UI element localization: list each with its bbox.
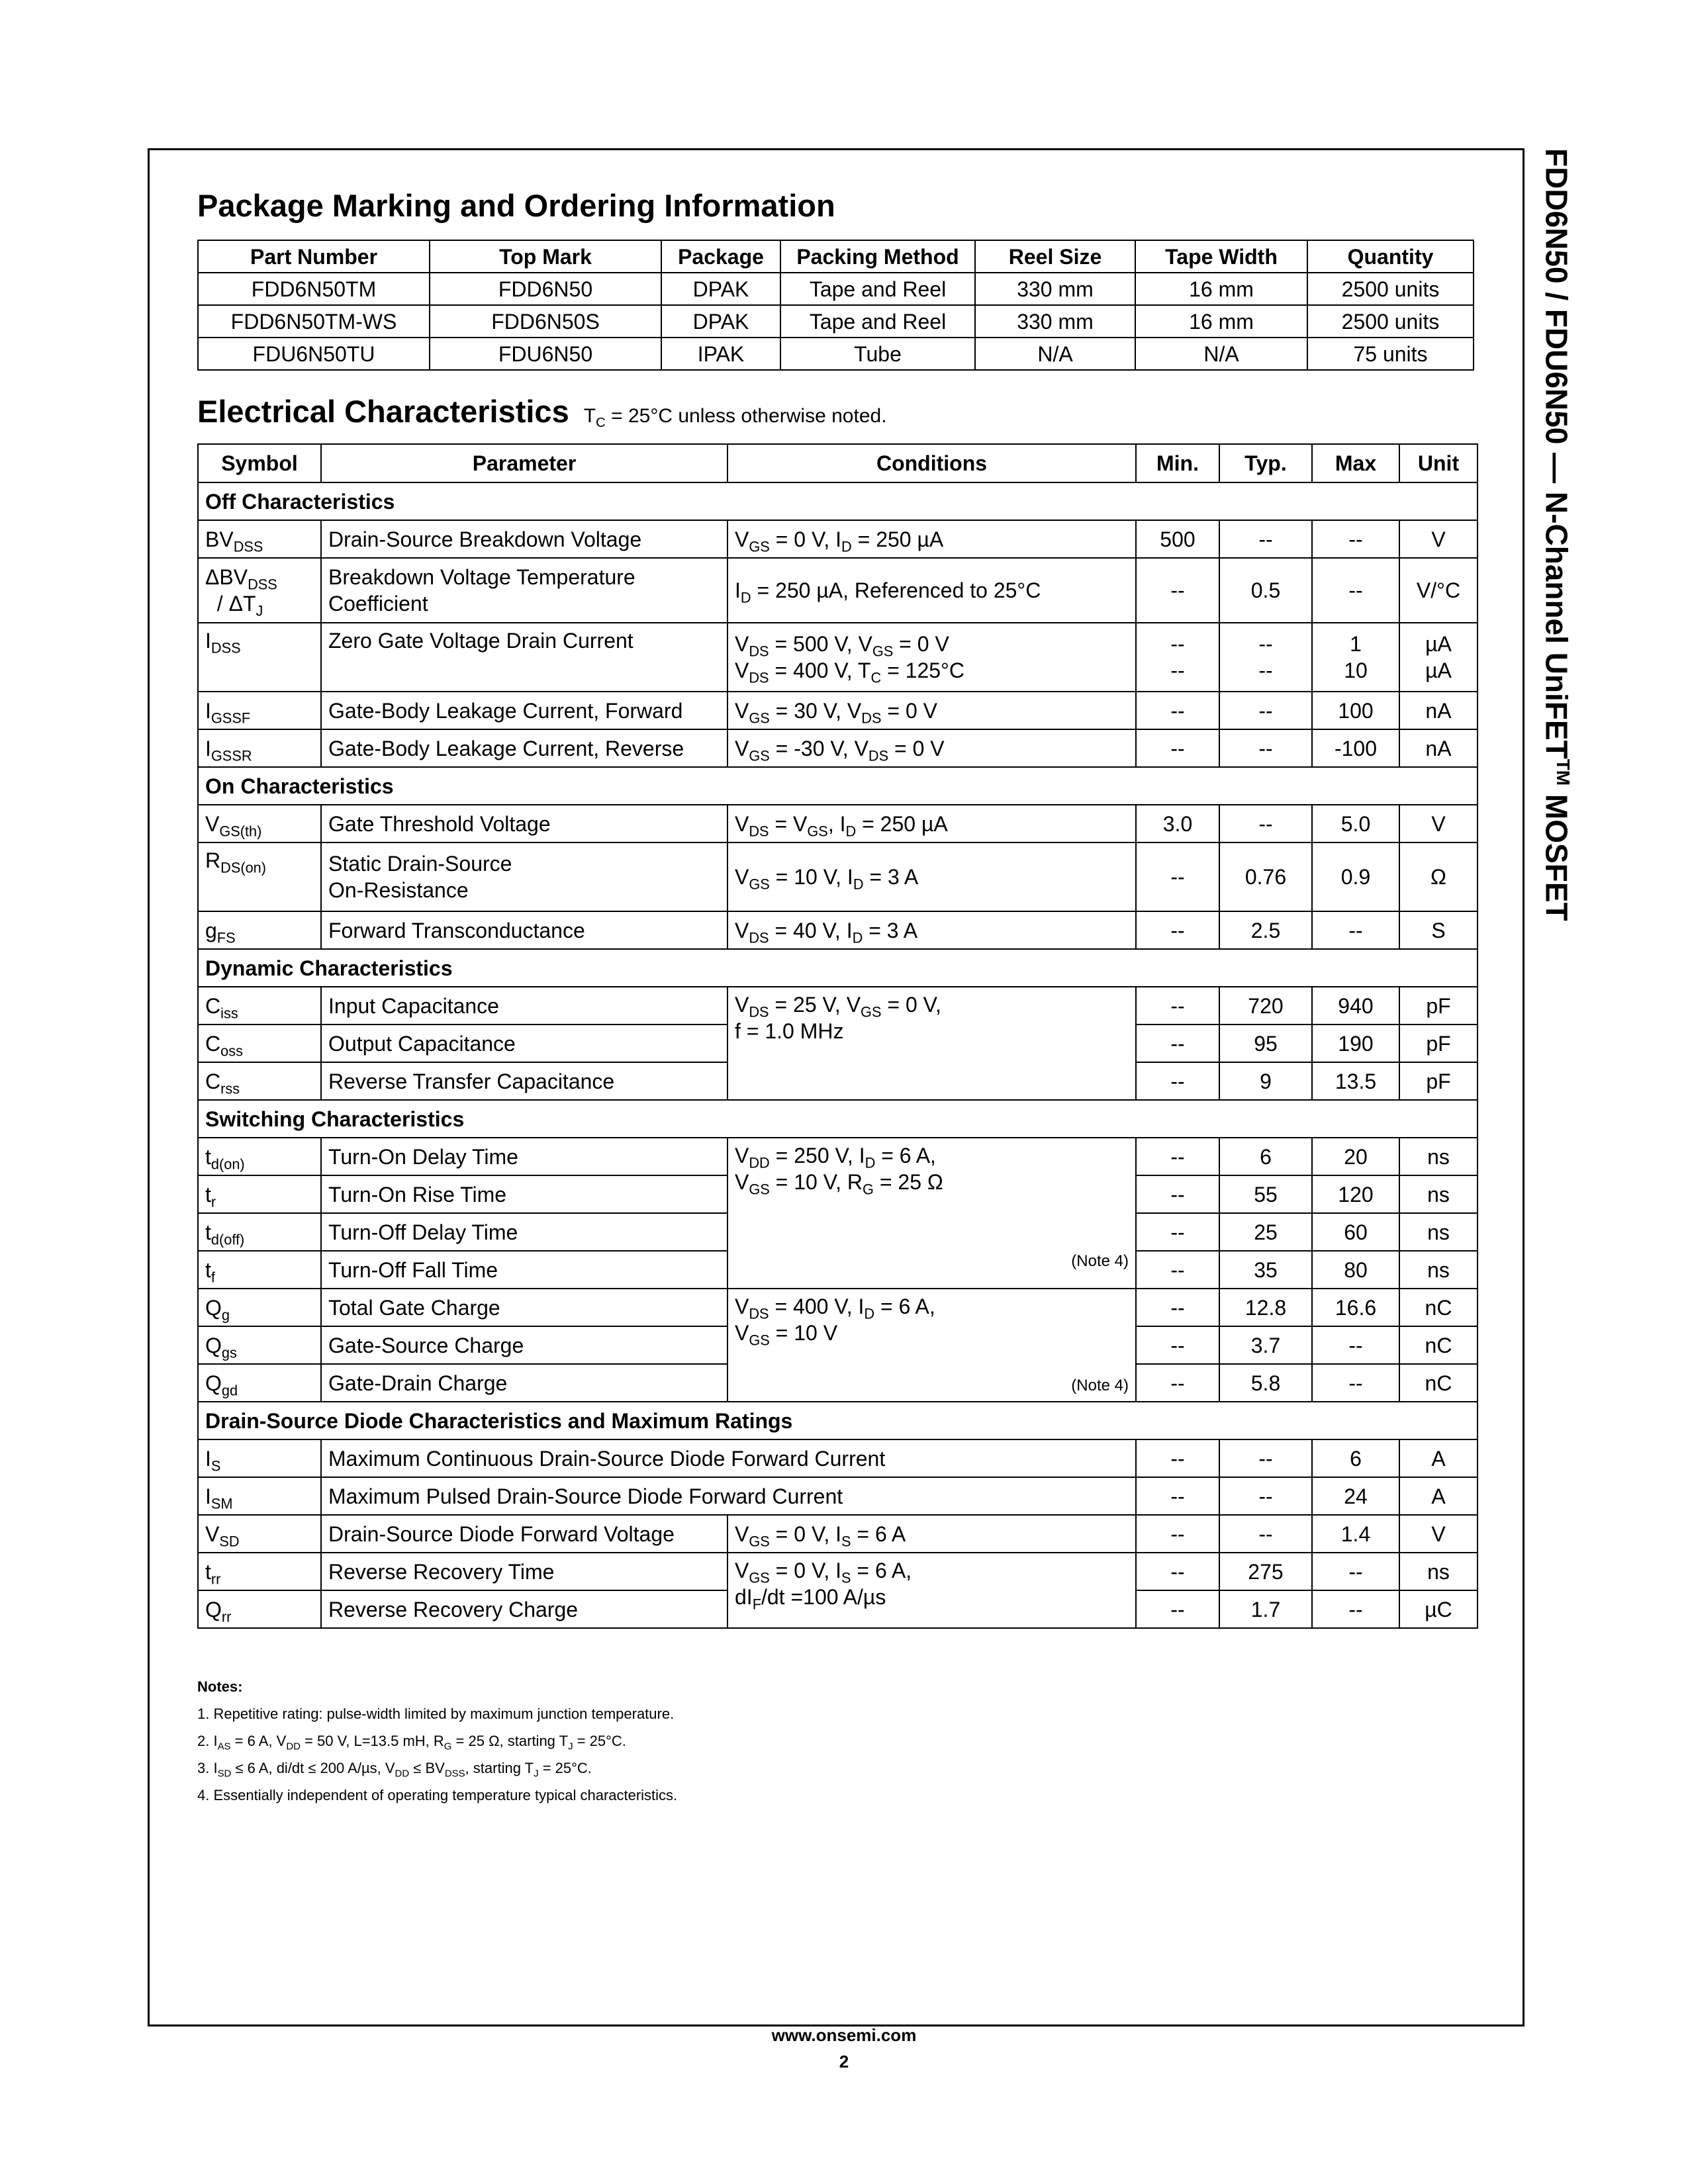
table-row: [198, 692, 1477, 729]
col-reel-size: Reel Size: [975, 240, 1135, 273]
value-line: µA: [1425, 659, 1452, 682]
max-cell: 0.9: [1312, 842, 1399, 911]
value-line: --: [1258, 659, 1273, 682]
max-cell: 20: [1312, 1138, 1399, 1175]
package-section-title: Package Marking and Ordering Information: [197, 188, 835, 223]
value-line: µA: [1425, 632, 1452, 656]
unit-cell: A: [1399, 1477, 1477, 1515]
value-line: --: [1170, 632, 1185, 656]
col-max: Max: [1312, 444, 1399, 482]
col-part-number: Part Number: [198, 240, 430, 273]
typ-cell: 6: [1219, 1138, 1312, 1175]
symbol-cell: $Q_g$: [198, 1289, 321, 1326]
col-min: Min.: [1136, 444, 1219, 482]
cell: 330 mm: [975, 305, 1135, 338]
unit-cell: Ω: [1399, 842, 1477, 911]
electrical-header-row: [198, 444, 1477, 482]
symbol-cell: $I_{GSSR}$: [198, 729, 321, 767]
col-package: Package: [661, 240, 780, 273]
parameter-cell: Drain-Source Breakdown Voltage: [321, 520, 727, 558]
unit-cell: S: [1399, 911, 1477, 949]
conditions-cell: $V_{GS} = 10$ V, $I_D = 3$ A: [727, 842, 1136, 911]
table-row: [198, 558, 1477, 623]
section-row-off: [198, 482, 1477, 520]
electrical-section-title: [197, 393, 887, 430]
value-line: 10: [1344, 659, 1368, 682]
unit-cell: nC: [1399, 1364, 1477, 1402]
min-cell: --: [1136, 1024, 1219, 1062]
typ-cell: 3.7: [1219, 1326, 1312, 1364]
conditions-cell: $V_{GS} = -30$ V, $V_{DS} = 0$ V: [727, 729, 1136, 767]
unit-cell: ns: [1399, 1251, 1477, 1289]
symbol-cell: $Q_{rr}$: [198, 1590, 321, 1628]
min-cell: --: [1136, 692, 1219, 729]
parameter-cell: Zero Gate Voltage Drain Current: [321, 623, 727, 692]
note-1: 1. Repetitive rating: pulse-width limited by maximum junction temperature.: [197, 1706, 675, 1722]
note-suffix: = 25°C unless otherwise noted.: [605, 405, 887, 427]
unit-cell: [1399, 623, 1477, 692]
notes: [197, 1673, 677, 1809]
table-row: [198, 305, 1474, 338]
parameter-cell: Reverse Recovery Time: [321, 1553, 727, 1590]
cell: FDU6N50TU: [198, 338, 430, 370]
cell: N/A: [1135, 338, 1307, 370]
col-quantity: Quantity: [1307, 240, 1474, 273]
table-row: [198, 1289, 1477, 1326]
unit-cell: pF: [1399, 1062, 1477, 1100]
parameter-line: On-Resistance: [328, 878, 469, 902]
min-cell: 3.0: [1136, 805, 1219, 842]
min-cell: --: [1136, 1590, 1219, 1628]
table-row: [198, 729, 1477, 767]
value-line: --: [1170, 659, 1185, 682]
parameter-cell: Turn-On Rise Time: [321, 1175, 727, 1213]
table-row: [198, 1138, 1477, 1175]
unit-cell: V: [1399, 805, 1477, 842]
symbol-cell: $t_{d(on)}$: [198, 1138, 321, 1175]
parameter-cell: Turn-Off Fall Time: [321, 1251, 727, 1289]
col-top-mark: Top Mark: [430, 240, 661, 273]
parameter-cell: Reverse Recovery Charge: [321, 1590, 727, 1628]
min-cell: --: [1136, 1138, 1219, 1175]
max-cell: --: [1312, 520, 1399, 558]
symbol-cell: $I_{DSS}$: [198, 623, 321, 692]
max-cell: --: [1312, 1590, 1399, 1628]
typ-cell: --: [1219, 805, 1312, 842]
table-row: [198, 1477, 1477, 1515]
parameter-cell: Turn-On Delay Time: [321, 1138, 727, 1175]
parameter-cell: Total Gate Charge: [321, 1289, 727, 1326]
section-title: Drain-Source Diode Characteristics and Maximum Ratings: [198, 1402, 1477, 1439]
table-row: [198, 1515, 1477, 1553]
conditions-cell: $I_D = 250$ µA, Referenced to 25°C: [727, 558, 1136, 623]
typ-cell: 25: [1219, 1213, 1312, 1251]
symbol-cell: $I_{SM}$: [198, 1477, 321, 1515]
min-cell: --: [1136, 1326, 1219, 1364]
symbol-cell: $C_{rss}$: [198, 1062, 321, 1100]
parameter-cell: Input Capacitance: [321, 987, 727, 1024]
min-cell: --: [1136, 1515, 1219, 1553]
typ-cell: --: [1219, 1515, 1312, 1553]
conditions-cell: $V_{DS} = 40$ V, $I_D = 3$ A: [727, 911, 1136, 949]
min-cell: --: [1136, 1553, 1219, 1590]
side-title-tm: TM: [1553, 758, 1573, 786]
table-row: [198, 1439, 1477, 1477]
min-cell: --: [1136, 1439, 1219, 1477]
cell: FDD6N50: [430, 273, 661, 305]
parameter-line: Coefficient: [328, 592, 428, 615]
max-cell: 24: [1312, 1477, 1399, 1515]
typ-cell: 0.76: [1219, 842, 1312, 911]
package-table: [197, 240, 1474, 371]
table-row: [198, 1553, 1477, 1590]
max-cell: 190: [1312, 1024, 1399, 1062]
unit-cell: V/°C: [1399, 558, 1477, 623]
min-cell: --: [1136, 1477, 1219, 1515]
symbol-cell: $V_{SD}$: [198, 1515, 321, 1553]
unit-cell: nA: [1399, 729, 1477, 767]
note-sub: C: [596, 416, 606, 430]
typ-cell: 720: [1219, 987, 1312, 1024]
page-number: 2: [839, 2052, 849, 2071]
typ-cell: --: [1219, 692, 1312, 729]
min-cell: --: [1136, 729, 1219, 767]
parameter-cell: [321, 842, 727, 911]
section-title: Off Characteristics: [198, 482, 1477, 520]
min-cell: --: [1136, 987, 1219, 1024]
typ-cell: --: [1219, 1477, 1312, 1515]
typ-cell: 2.5: [1219, 911, 1312, 949]
conditions-cell: $V_{DS} = V_{GS}$, $I_D = 250$ µA: [727, 805, 1136, 842]
footer-url[interactable]: www.onsemi.com: [771, 2025, 917, 2045]
symbol-cell: $I_{GSSF}$: [198, 692, 321, 729]
max-cell: 5.0: [1312, 805, 1399, 842]
unit-cell: nA: [1399, 692, 1477, 729]
parameter-cell: Turn-Off Delay Time: [321, 1213, 727, 1251]
col-packing-method: Packing Method: [780, 240, 975, 273]
max-cell: 13.5: [1312, 1062, 1399, 1100]
symbol-cell: $t_{rr}$: [198, 1553, 321, 1590]
notes-title: Notes:: [197, 1678, 243, 1695]
col-tape-width: Tape Width: [1135, 240, 1307, 273]
section-title: Switching Characteristics: [198, 1100, 1477, 1138]
conditions-cell: $V_{DS} = 400$ V, $I_D = 6$ A, $V_{GS} = 10$ V (Note 4): [727, 1289, 1136, 1402]
min-cell: --: [1136, 842, 1219, 911]
min-cell: --: [1136, 1289, 1219, 1326]
symbol-cell: $Q_{gd}$: [198, 1364, 321, 1402]
cell: Tape and Reel: [780, 305, 975, 338]
parameter-cell: Gate-Source Charge: [321, 1326, 727, 1364]
max-cell: --: [1312, 911, 1399, 949]
max-cell: --: [1312, 558, 1399, 623]
conditions-cell: $V_{GS} = 0$ V, $I_S = 6$ A: [727, 1515, 1136, 1553]
symbol-cell: $BV_{DSS}$: [198, 520, 321, 558]
parameter-cell: Gate-Body Leakage Current, Forward: [321, 692, 727, 729]
min-cell: --: [1136, 1364, 1219, 1402]
typ-cell: 35: [1219, 1251, 1312, 1289]
symbol-cell: $I_S$: [198, 1439, 321, 1477]
parameter-cell: Forward Transconductance: [321, 911, 727, 949]
section-title: On Characteristics: [198, 767, 1477, 805]
max-cell: --: [1312, 1364, 1399, 1402]
min-cell: --: [1136, 558, 1219, 623]
unit-cell: V: [1399, 520, 1477, 558]
typ-cell: 9: [1219, 1062, 1312, 1100]
unit-cell: µC: [1399, 1590, 1477, 1628]
conditions-cell: $V_{DS} = 500$ V, $V_{GS} = 0$ V $V_{DS} = 400$ V, $T_C = 125^\circ C$: [727, 623, 1136, 692]
min-cell: [1136, 623, 1219, 692]
max-cell: 60: [1312, 1213, 1399, 1251]
cell: FDD6N50TM-WS: [198, 305, 430, 338]
typ-cell: 0.5: [1219, 558, 1312, 623]
unit-cell: pF: [1399, 1024, 1477, 1062]
parameter-cell: Gate Threshold Voltage: [321, 805, 727, 842]
min-cell: --: [1136, 1175, 1219, 1213]
section-row-dynamic: [198, 949, 1477, 987]
unit-cell: pF: [1399, 987, 1477, 1024]
electrical-note: [583, 405, 887, 430]
note-2: 2. $I_{AS} = 6$ A, $V_{DD} = 50$ V, L=13.5 mH, $R_G = 25$ Ω, starting $T_J = 25^\circ C$.: [197, 1733, 626, 1752]
unit-cell: ns: [1399, 1175, 1477, 1213]
symbol-cell: $R_{DS(on)}$: [198, 842, 321, 911]
section-title: Dynamic Characteristics: [198, 949, 1477, 987]
note-3: 3. $I_{SD} \le 6$ A, di/dt ≤ 200 A/µs, $V_{DD} \le BV_{DSS}$, starting $T_J = 25^\circ C$.: [197, 1760, 592, 1780]
min-cell: --: [1136, 911, 1219, 949]
table-row: [198, 520, 1477, 558]
electrical-title-text: Electrical Characteristics: [197, 394, 569, 429]
typ-cell: --: [1219, 1439, 1312, 1477]
max-cell: 80: [1312, 1251, 1399, 1289]
note-ref: (Note 4): [1071, 1252, 1129, 1270]
typ-cell: 95: [1219, 1024, 1312, 1062]
note-ref: (Note 4): [1071, 1377, 1129, 1394]
max-cell: 100: [1312, 692, 1399, 729]
col-unit: Unit: [1399, 444, 1477, 482]
side-title: [1539, 148, 1599, 1075]
col-parameter: Parameter: [321, 444, 727, 482]
symbol-cell: $Q_{gs}$: [198, 1326, 321, 1364]
table-row: [198, 805, 1477, 842]
value-line: 1: [1350, 632, 1362, 656]
parameter-cell: Maximum Pulsed Drain-Source Diode Forward Current: [321, 1477, 1136, 1515]
conditions-cell: $V_{GS} = 0$ V, $I_S = 6$ A, $dI_F/dt =100$ A/µs: [727, 1553, 1136, 1628]
symbol-cell: $g_{FS}$: [198, 911, 321, 949]
unit-cell: A: [1399, 1439, 1477, 1477]
side-title-suffix: MOSFET: [1539, 786, 1574, 921]
max-cell: [1312, 623, 1399, 692]
conditions-cell: $V_{DS} = 25$ V, $V_{GS} = 0$ V, f = 1.0 MHz: [727, 987, 1136, 1100]
cell: IPAK: [661, 338, 780, 370]
parameter-cell: Output Capacitance: [321, 1024, 727, 1062]
unit-cell: ns: [1399, 1138, 1477, 1175]
typ-cell: 55: [1219, 1175, 1312, 1213]
unit-cell: nC: [1399, 1326, 1477, 1364]
cell: FDD6N50S: [430, 305, 661, 338]
table-row: [198, 273, 1474, 305]
conditions-cell: $V_{DD} = 250$ V, $I_D = 6$ A, $V_{GS} = 10$ V, $R_G = 25$ Ω (Note 4): [727, 1138, 1136, 1289]
cell: Tube: [780, 338, 975, 370]
table-row: [198, 987, 1477, 1024]
table-row: [198, 623, 1477, 692]
cell: 2500 units: [1307, 273, 1474, 305]
unit-cell: ns: [1399, 1213, 1477, 1251]
section-row-diode: [198, 1402, 1477, 1439]
symbol-cell: $V_{GS(th)}$: [198, 805, 321, 842]
conditions-cell: $V_{GS} = 30$ V, $V_{DS} = 0$ V: [727, 692, 1136, 729]
symbol-cell: $\Delta BV_{DSS}$ / $\Delta T_J$: [198, 558, 321, 623]
package-header-row: [198, 240, 1474, 273]
table-row: [198, 911, 1477, 949]
parameter-line: Static Drain-Source: [328, 852, 512, 876]
typ-cell: --: [1219, 729, 1312, 767]
note-prefix: T: [583, 405, 596, 427]
parameter-cell: Drain-Source Diode Forward Voltage: [321, 1515, 727, 1553]
unit-cell: nC: [1399, 1289, 1477, 1326]
symbol-cell: $C_{oss}$: [198, 1024, 321, 1062]
unit-cell: V: [1399, 1515, 1477, 1553]
cell: FDD6N50TM: [198, 273, 430, 305]
max-cell: --: [1312, 1553, 1399, 1590]
max-cell: 16.6: [1312, 1289, 1399, 1326]
electrical-table: [197, 443, 1478, 1629]
section-row-switching: [198, 1100, 1477, 1138]
min-cell: --: [1136, 1062, 1219, 1100]
max-cell: 120: [1312, 1175, 1399, 1213]
parameter-line: Breakdown Voltage Temperature: [328, 565, 635, 589]
col-typ: Typ.: [1219, 444, 1312, 482]
typ-cell: 1.7: [1219, 1590, 1312, 1628]
cell: N/A: [975, 338, 1135, 370]
table-row: [198, 338, 1474, 370]
cell: 2500 units: [1307, 305, 1474, 338]
max-cell: --: [1312, 1326, 1399, 1364]
max-cell: -100: [1312, 729, 1399, 767]
symbol-cell: $t_f$: [198, 1251, 321, 1289]
typ-cell: 12.8: [1219, 1289, 1312, 1326]
max-cell: 940: [1312, 987, 1399, 1024]
cell: 16 mm: [1135, 305, 1307, 338]
note-4: 4. Essentially independent of operating temperature typical characteristics.: [197, 1787, 678, 1803]
min-cell: 500: [1136, 520, 1219, 558]
parameter-cell: Reverse Transfer Capacitance: [321, 1062, 727, 1100]
min-cell: --: [1136, 1251, 1219, 1289]
typ-cell: 275: [1219, 1553, 1312, 1590]
min-cell: --: [1136, 1213, 1219, 1251]
side-title-text: FDD6N50 / FDU6N50 — N-Channel UniFET: [1539, 148, 1574, 759]
symbol-cell: $C_{iss}$: [198, 987, 321, 1024]
typ-cell: --: [1219, 520, 1312, 558]
typ-cell: [1219, 623, 1312, 692]
max-cell: 6: [1312, 1439, 1399, 1477]
typ-cell: 5.8: [1219, 1364, 1312, 1402]
parameter-cell: Gate-Drain Charge: [321, 1364, 727, 1402]
parameter-cell: Gate-Body Leakage Current, Reverse: [321, 729, 727, 767]
cell: FDU6N50: [430, 338, 661, 370]
parameter-cell: Maximum Continuous Drain-Source Diode Forward Current: [321, 1439, 1136, 1477]
section-row-on: [198, 767, 1477, 805]
symbol-cell: $t_{d(off)}$: [198, 1213, 321, 1251]
conditions-cell: $V_{GS} = 0$ V, $I_D = 250$ µA: [727, 520, 1136, 558]
parameter-cell: [321, 558, 727, 623]
symbol-cell: $t_r$: [198, 1175, 321, 1213]
cell: DPAK: [661, 305, 780, 338]
value-line: --: [1258, 632, 1273, 656]
max-cell: 1.4: [1312, 1515, 1399, 1553]
col-conditions: Conditions: [727, 444, 1136, 482]
cell: 75 units: [1307, 338, 1474, 370]
cell: 16 mm: [1135, 273, 1307, 305]
cell: DPAK: [661, 273, 780, 305]
cell: Tape and Reel: [780, 273, 975, 305]
cell: 330 mm: [975, 273, 1135, 305]
unit-cell: ns: [1399, 1553, 1477, 1590]
col-symbol: Symbol: [198, 444, 321, 482]
table-row: [198, 842, 1477, 911]
